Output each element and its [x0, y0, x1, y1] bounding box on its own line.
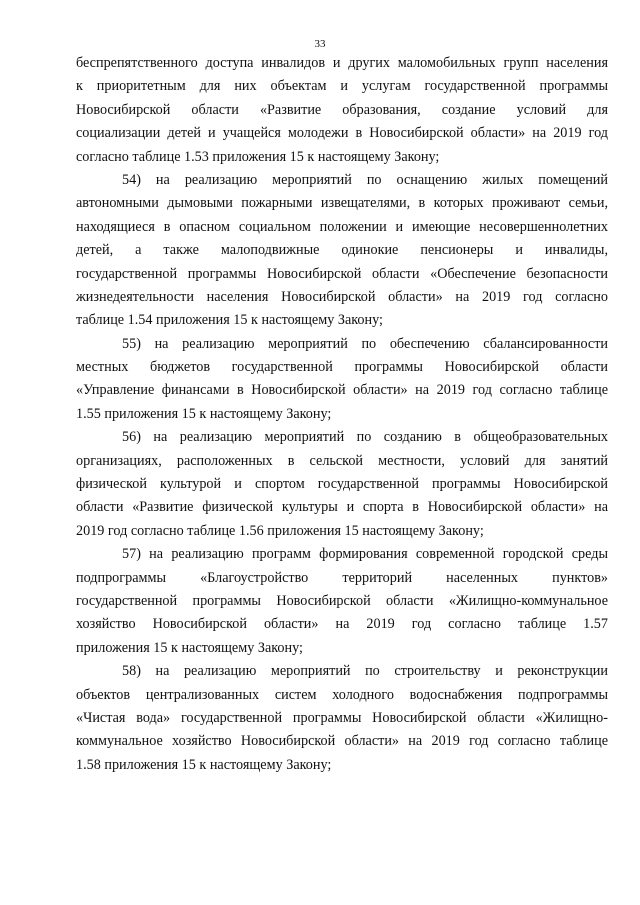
text-line: хозяйство Новосибирской области» на 2019 год согласно таблице 1.57 — [76, 616, 608, 633]
text-line: 1.55 приложения 15 к настоящему Закону; — [76, 405, 332, 422]
text-line: находящиеся в опасном социальном положении и имеющие несовершеннолетних — [76, 218, 608, 235]
text-line: таблице 1.54 приложения 15 к настоящему Закону; — [76, 312, 383, 329]
text-line: автономными дымовыми пожарными извещателями, в которых проживают семьи, — [76, 195, 608, 212]
text-line: приложения 15 к настоящему Закону; — [76, 639, 303, 656]
text-line: объектов централизованных систем холодного водоснабжения подпрограммы — [76, 686, 608, 703]
page-number: 33 — [314, 38, 326, 50]
document-body — [76, 52, 608, 777]
text-line: беспрепятственного доступа инвалидов и других маломобильных групп населения — [76, 55, 608, 71]
text-line: 54) на реализацию мероприятий по оснащению жилых помещений — [122, 171, 608, 188]
text-line: «Управление финансами в Новосибирской области» на 2019 год согласно таблице — [76, 382, 608, 399]
text-line: 1.58 приложения 15 к настоящему Закону; — [76, 756, 332, 773]
text-line: Новосибирской области «Развитие образования, создание условий для — [76, 101, 608, 118]
text-line: 56) на реализацию мероприятий по созданию в общеобразовательных — [122, 429, 608, 446]
text-line: «Чистая вода» государственной программы Новосибирской области «Жилищно- — [76, 709, 608, 726]
text-line: детей, а также малоподвижные одинокие пенсионеры и инвалиды, — [76, 242, 608, 259]
text-line: области «Развитие физической культуры и спорта в Новосибирской области» на — [76, 499, 608, 516]
text-line: жизнедеятельности населения Новосибирской области» на 2019 год согласно — [76, 288, 608, 305]
text-line: 58) на реализацию мероприятий по строительству и реконструкции — [122, 663, 608, 680]
text-line: 55) на реализацию мероприятий по обеспечению сбалансированности — [122, 335, 608, 352]
text-line: социализации детей и учащейся молодежи в Новосибирской области» на 2019 год — [76, 125, 608, 142]
text-line: организациях, расположенных в сельской местности, условий для занятий — [76, 452, 608, 469]
text-line: 2019 год согласно таблице 1.56 приложения 15 настоящему Закону; — [76, 522, 484, 539]
text-line: 57) на реализацию программ формирования современной городской среды — [122, 546, 608, 563]
text-line: местных бюджетов государственной программы Новосибирской области — [76, 359, 608, 376]
text-line: коммунальное хозяйство Новосибирской области» на 2019 год согласно таблице — [76, 733, 608, 750]
text-line: государственной программы Новосибирской области «Жилищно-коммунальное — [76, 592, 608, 609]
text-line: физической культурой и спортом государственной программы Новосибирской — [76, 476, 608, 493]
text-line: к приоритетным для них объектам и услугам государственной программы — [76, 78, 608, 95]
text-line: согласно таблице 1.53 приложения 15 к настоящему Закону; — [76, 148, 440, 165]
text-line: подпрограммы «Благоустройство территорий населенных пунктов» — [76, 569, 608, 586]
text-line: государственной программы Новосибирской области «Обеспечение безопасности — [76, 265, 608, 282]
